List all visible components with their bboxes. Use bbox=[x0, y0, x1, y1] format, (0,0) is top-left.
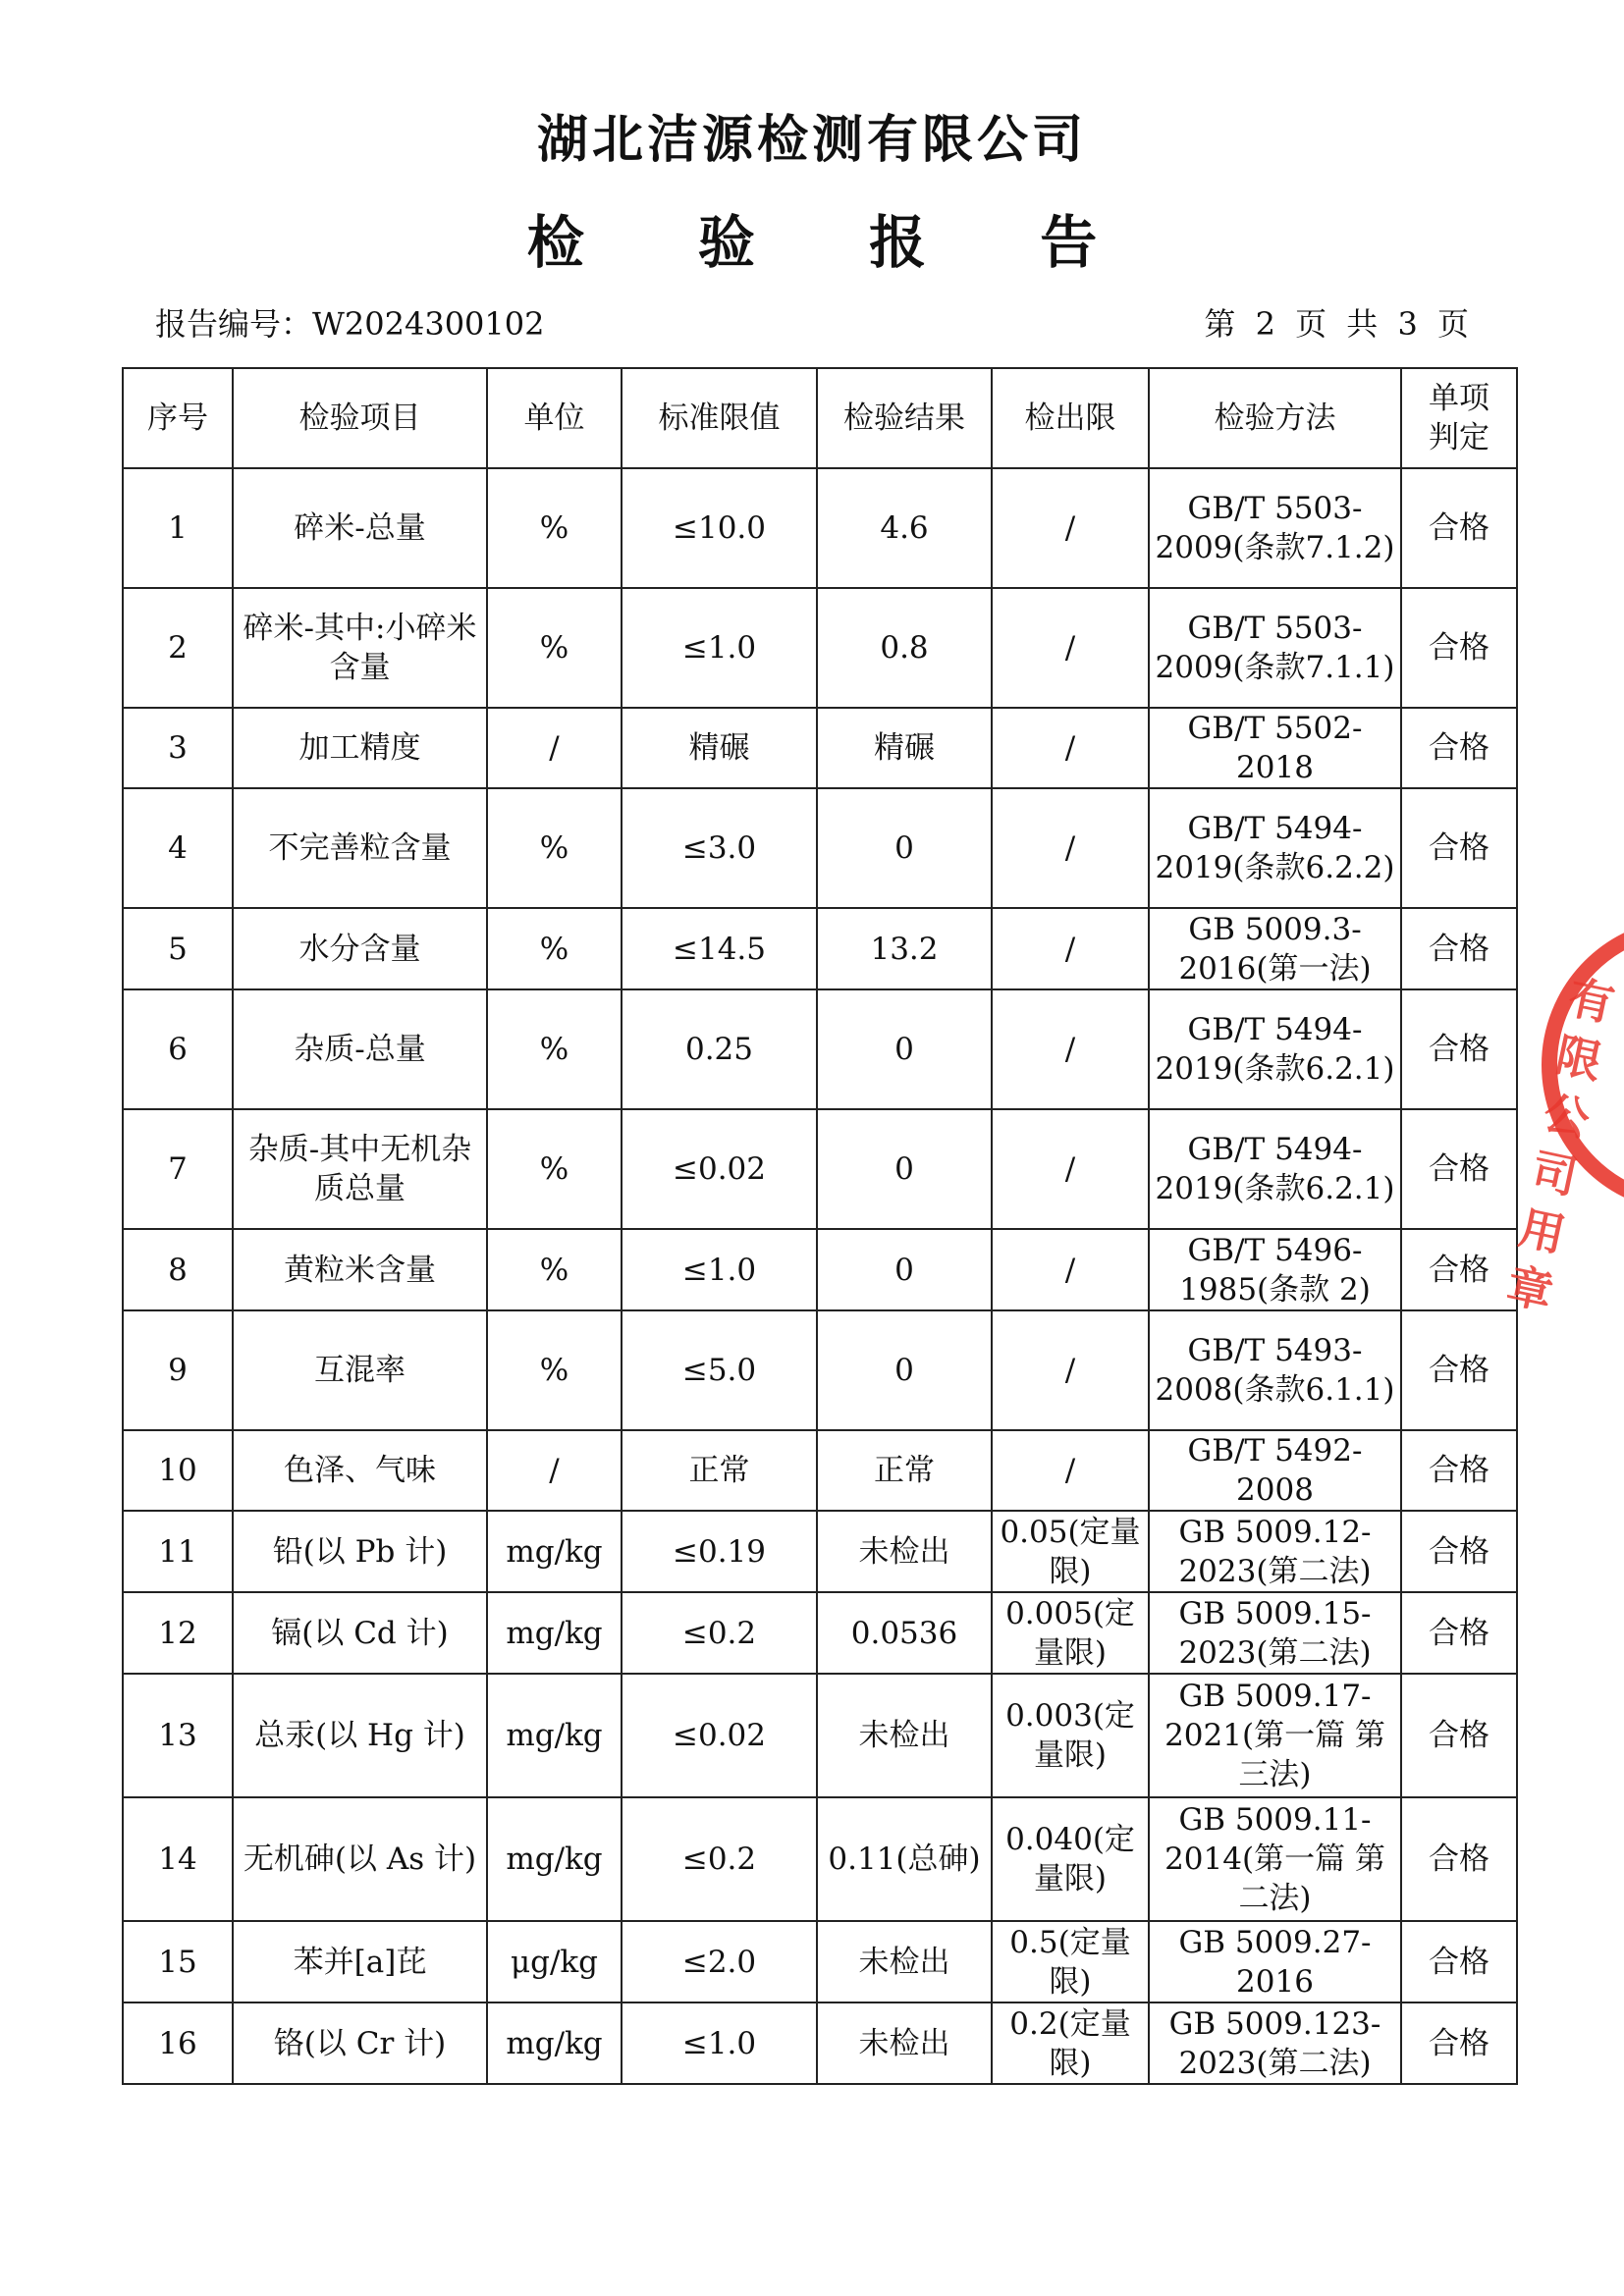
cell-unit: % bbox=[487, 788, 622, 908]
cell-method: GB/T 5492-2008 bbox=[1149, 1430, 1401, 1511]
cell-verdict: 合格 bbox=[1401, 1109, 1517, 1229]
cell-method: GB/T 5502-2018 bbox=[1149, 708, 1401, 788]
cell-item: 无机砷(以 As 计) bbox=[233, 1797, 487, 1921]
table-row bbox=[123, 468, 1517, 588]
table-row bbox=[123, 1109, 1517, 1229]
cell-no: 14 bbox=[123, 1797, 233, 1921]
cell-verdict: 合格 bbox=[1401, 2002, 1517, 2084]
company-name: 湖北洁源检测有限公司 bbox=[536, 111, 1087, 170]
cell-method: GB/T 5503-2009(条款7.1.1) bbox=[1149, 588, 1401, 708]
cell-no: 4 bbox=[123, 788, 233, 908]
cell-no: 15 bbox=[123, 1921, 233, 2002]
table-row bbox=[123, 708, 1517, 788]
cell-lod: / bbox=[992, 588, 1149, 708]
cell-verdict: 合格 bbox=[1401, 468, 1517, 588]
cell-verdict: 合格 bbox=[1401, 708, 1517, 788]
cell-no: 3 bbox=[123, 708, 233, 788]
cell-item: 碎米-总量 bbox=[233, 468, 487, 588]
cell-limit: ≤0.19 bbox=[622, 1511, 817, 1592]
cell-unit: % bbox=[487, 1310, 622, 1430]
cell-result: 13.2 bbox=[817, 908, 992, 989]
cell-verdict: 合格 bbox=[1401, 788, 1517, 908]
cell-method: GB 5009.15-2023(第二法) bbox=[1149, 1592, 1401, 1674]
col-header-item: 检验项目 bbox=[233, 368, 487, 468]
cell-no: 13 bbox=[123, 1674, 233, 1797]
cell-unit: % bbox=[487, 908, 622, 989]
cell-unit: mg/kg bbox=[487, 2002, 622, 2084]
cell-no: 2 bbox=[123, 588, 233, 708]
cell-lod: 0.05(定量限) bbox=[992, 1511, 1149, 1592]
cell-unit: % bbox=[487, 588, 622, 708]
cell-unit: % bbox=[487, 1229, 622, 1310]
cell-limit: 0.25 bbox=[622, 989, 817, 1109]
cell-item: 碎米-其中:小碎米含量 bbox=[233, 588, 487, 708]
cell-lod: / bbox=[992, 1310, 1149, 1430]
cell-limit: ≤0.02 bbox=[622, 1674, 817, 1797]
table-row bbox=[123, 1674, 1517, 1797]
cell-unit: mg/kg bbox=[487, 1592, 622, 1674]
col-header-result: 检验结果 bbox=[817, 368, 992, 468]
cell-verdict: 合格 bbox=[1401, 1511, 1517, 1592]
table-row bbox=[123, 588, 1517, 708]
cell-unit: / bbox=[487, 1430, 622, 1511]
cell-verdict: 合格 bbox=[1401, 588, 1517, 708]
cell-item: 色泽、气味 bbox=[233, 1430, 487, 1511]
cell-limit: ≤3.0 bbox=[622, 788, 817, 908]
cell-result: 0.0536 bbox=[817, 1592, 992, 1674]
company-seal-text: 有限 公司 用章 bbox=[1502, 970, 1619, 1320]
cell-method: GB 5009.27-2016 bbox=[1149, 1921, 1401, 2002]
table-row bbox=[123, 1430, 1517, 1511]
cell-limit: 精碾 bbox=[622, 708, 817, 788]
cell-unit: / bbox=[487, 708, 622, 788]
cell-result: 0 bbox=[817, 1229, 992, 1310]
cell-result: 未检出 bbox=[817, 1511, 992, 1592]
cell-result: 0 bbox=[817, 989, 992, 1109]
col-header-verdict: 单项判定 bbox=[1401, 368, 1517, 468]
cell-item: 互混率 bbox=[233, 1310, 487, 1430]
cell-no: 1 bbox=[123, 468, 233, 588]
col-header-unit: 单位 bbox=[487, 368, 622, 468]
cell-unit: μg/kg bbox=[487, 1921, 622, 2002]
inspection-results-table bbox=[122, 367, 1518, 2085]
cell-limit: ≤1.0 bbox=[622, 2002, 817, 2084]
cell-no: 16 bbox=[123, 2002, 233, 2084]
col-header-no: 序号 bbox=[123, 368, 233, 468]
table-row bbox=[123, 2002, 1517, 2084]
cell-result: 未检出 bbox=[817, 1921, 992, 2002]
table-row bbox=[123, 989, 1517, 1109]
cell-unit: % bbox=[487, 989, 622, 1109]
cell-unit: % bbox=[487, 468, 622, 588]
cell-method: GB 5009.17-2021(第一篇 第三法) bbox=[1149, 1674, 1401, 1797]
cell-lod: / bbox=[992, 1430, 1149, 1511]
cell-verdict: 合格 bbox=[1401, 1797, 1517, 1921]
table-header-row bbox=[123, 368, 1517, 468]
cell-unit: mg/kg bbox=[487, 1797, 622, 1921]
cell-method: GB 5009.12-2023(第二法) bbox=[1149, 1511, 1401, 1592]
cell-item: 铅(以 Pb 计) bbox=[233, 1511, 487, 1592]
table-row bbox=[123, 1229, 1517, 1310]
cell-no: 8 bbox=[123, 1229, 233, 1310]
cell-item: 加工精度 bbox=[233, 708, 487, 788]
cell-method: GB/T 5494-2019(条款6.2.1) bbox=[1149, 989, 1401, 1109]
cell-lod: / bbox=[992, 989, 1149, 1109]
cell-verdict: 合格 bbox=[1401, 908, 1517, 989]
cell-item: 黄粒米含量 bbox=[233, 1229, 487, 1310]
cell-method: GB 5009.11-2014(第一篇 第二法) bbox=[1149, 1797, 1401, 1921]
cell-verdict: 合格 bbox=[1401, 1674, 1517, 1797]
cell-method: GB/T 5503-2009(条款7.1.2) bbox=[1149, 468, 1401, 588]
cell-method: GB/T 5494-2019(条款6.2.2) bbox=[1149, 788, 1401, 908]
cell-lod: / bbox=[992, 1109, 1149, 1229]
cell-item: 杂质-其中无机杂质总量 bbox=[233, 1109, 487, 1229]
cell-result: 未检出 bbox=[817, 1674, 992, 1797]
cell-verdict: 合格 bbox=[1401, 1310, 1517, 1430]
cell-item: 镉(以 Cd 计) bbox=[233, 1592, 487, 1674]
cell-lod: 0.003(定量限) bbox=[992, 1674, 1149, 1797]
cell-result: 精碾 bbox=[817, 708, 992, 788]
cell-item: 不完善粒含量 bbox=[233, 788, 487, 908]
cell-item: 铬(以 Cr 计) bbox=[233, 2002, 487, 2084]
cell-result: 0 bbox=[817, 1310, 992, 1430]
table-row bbox=[123, 1797, 1517, 1921]
cell-no: 7 bbox=[123, 1109, 233, 1229]
cell-item: 杂质-总量 bbox=[233, 989, 487, 1109]
cell-no: 12 bbox=[123, 1592, 233, 1674]
cell-result: 未检出 bbox=[817, 2002, 992, 2084]
cell-limit: ≤14.5 bbox=[622, 908, 817, 989]
table-row bbox=[123, 1921, 1517, 2002]
cell-no: 9 bbox=[123, 1310, 233, 1430]
cell-method: GB/T 5494-2019(条款6.2.1) bbox=[1149, 1109, 1401, 1229]
cell-limit: ≤0.02 bbox=[622, 1109, 817, 1229]
cell-verdict: 合格 bbox=[1401, 1430, 1517, 1511]
table-row bbox=[123, 1511, 1517, 1592]
cell-result: 0 bbox=[817, 788, 992, 908]
cell-verdict: 合格 bbox=[1401, 1592, 1517, 1674]
cell-limit: ≤5.0 bbox=[622, 1310, 817, 1430]
cell-limit: 正常 bbox=[622, 1430, 817, 1511]
cell-unit: mg/kg bbox=[487, 1511, 622, 1592]
cell-no: 6 bbox=[123, 989, 233, 1109]
cell-verdict: 合格 bbox=[1401, 1229, 1517, 1310]
cell-result: 正常 bbox=[817, 1430, 992, 1511]
page-indicator: 第 2 页 共 3 页 bbox=[1204, 305, 1469, 343]
cell-limit: ≤2.0 bbox=[622, 1921, 817, 2002]
table-row bbox=[123, 1592, 1517, 1674]
col-header-lod: 检出限 bbox=[992, 368, 1149, 468]
cell-verdict: 合格 bbox=[1401, 989, 1517, 1109]
cell-no: 10 bbox=[123, 1430, 233, 1511]
cell-lod: / bbox=[992, 1229, 1149, 1310]
report-number: 报告编号：W2024300102 bbox=[155, 305, 545, 343]
cell-no: 11 bbox=[123, 1511, 233, 1592]
cell-limit: ≤1.0 bbox=[622, 588, 817, 708]
cell-method: GB/T 5496-1985(条款 2) bbox=[1149, 1229, 1401, 1310]
cell-limit: ≤10.0 bbox=[622, 468, 817, 588]
cell-method: GB 5009.3-2016(第一法) bbox=[1149, 908, 1401, 989]
cell-item: 水分含量 bbox=[233, 908, 487, 989]
cell-result: 0.11(总砷) bbox=[817, 1797, 992, 1921]
cell-lod: 0.040(定量限) bbox=[992, 1797, 1149, 1921]
cell-lod: 0.005(定量限) bbox=[992, 1592, 1149, 1674]
cell-lod: / bbox=[992, 908, 1149, 989]
cell-lod: / bbox=[992, 468, 1149, 588]
table-row bbox=[123, 788, 1517, 908]
cell-no: 5 bbox=[123, 908, 233, 989]
cell-unit: mg/kg bbox=[487, 1674, 622, 1797]
cell-result: 4.6 bbox=[817, 468, 992, 588]
cell-lod: 0.2(定量限) bbox=[992, 2002, 1149, 2084]
cell-lod: / bbox=[992, 788, 1149, 908]
report-title: 检 验 报 告 bbox=[526, 209, 1145, 276]
table-row bbox=[123, 1310, 1517, 1430]
cell-lod: / bbox=[992, 708, 1149, 788]
cell-limit: ≤1.0 bbox=[622, 1229, 817, 1310]
cell-result: 0 bbox=[817, 1109, 992, 1229]
cell-verdict: 合格 bbox=[1401, 1921, 1517, 2002]
cell-method: GB 5009.123-2023(第二法) bbox=[1149, 2002, 1401, 2084]
cell-item: 苯并[a]芘 bbox=[233, 1921, 487, 2002]
col-header-limit: 标准限值 bbox=[622, 368, 817, 468]
table-body bbox=[123, 468, 1517, 2084]
cell-item: 总汞(以 Hg 计) bbox=[233, 1674, 487, 1797]
cell-unit: % bbox=[487, 1109, 622, 1229]
col-header-method: 检验方法 bbox=[1149, 368, 1401, 468]
cell-method: GB/T 5493-2008(条款6.1.1) bbox=[1149, 1310, 1401, 1430]
cell-result: 0.8 bbox=[817, 588, 992, 708]
cell-limit: ≤0.2 bbox=[622, 1592, 817, 1674]
cell-limit: ≤0.2 bbox=[622, 1797, 817, 1921]
cell-lod: 0.5(定量限) bbox=[992, 1921, 1149, 2002]
table-row bbox=[123, 908, 1517, 989]
